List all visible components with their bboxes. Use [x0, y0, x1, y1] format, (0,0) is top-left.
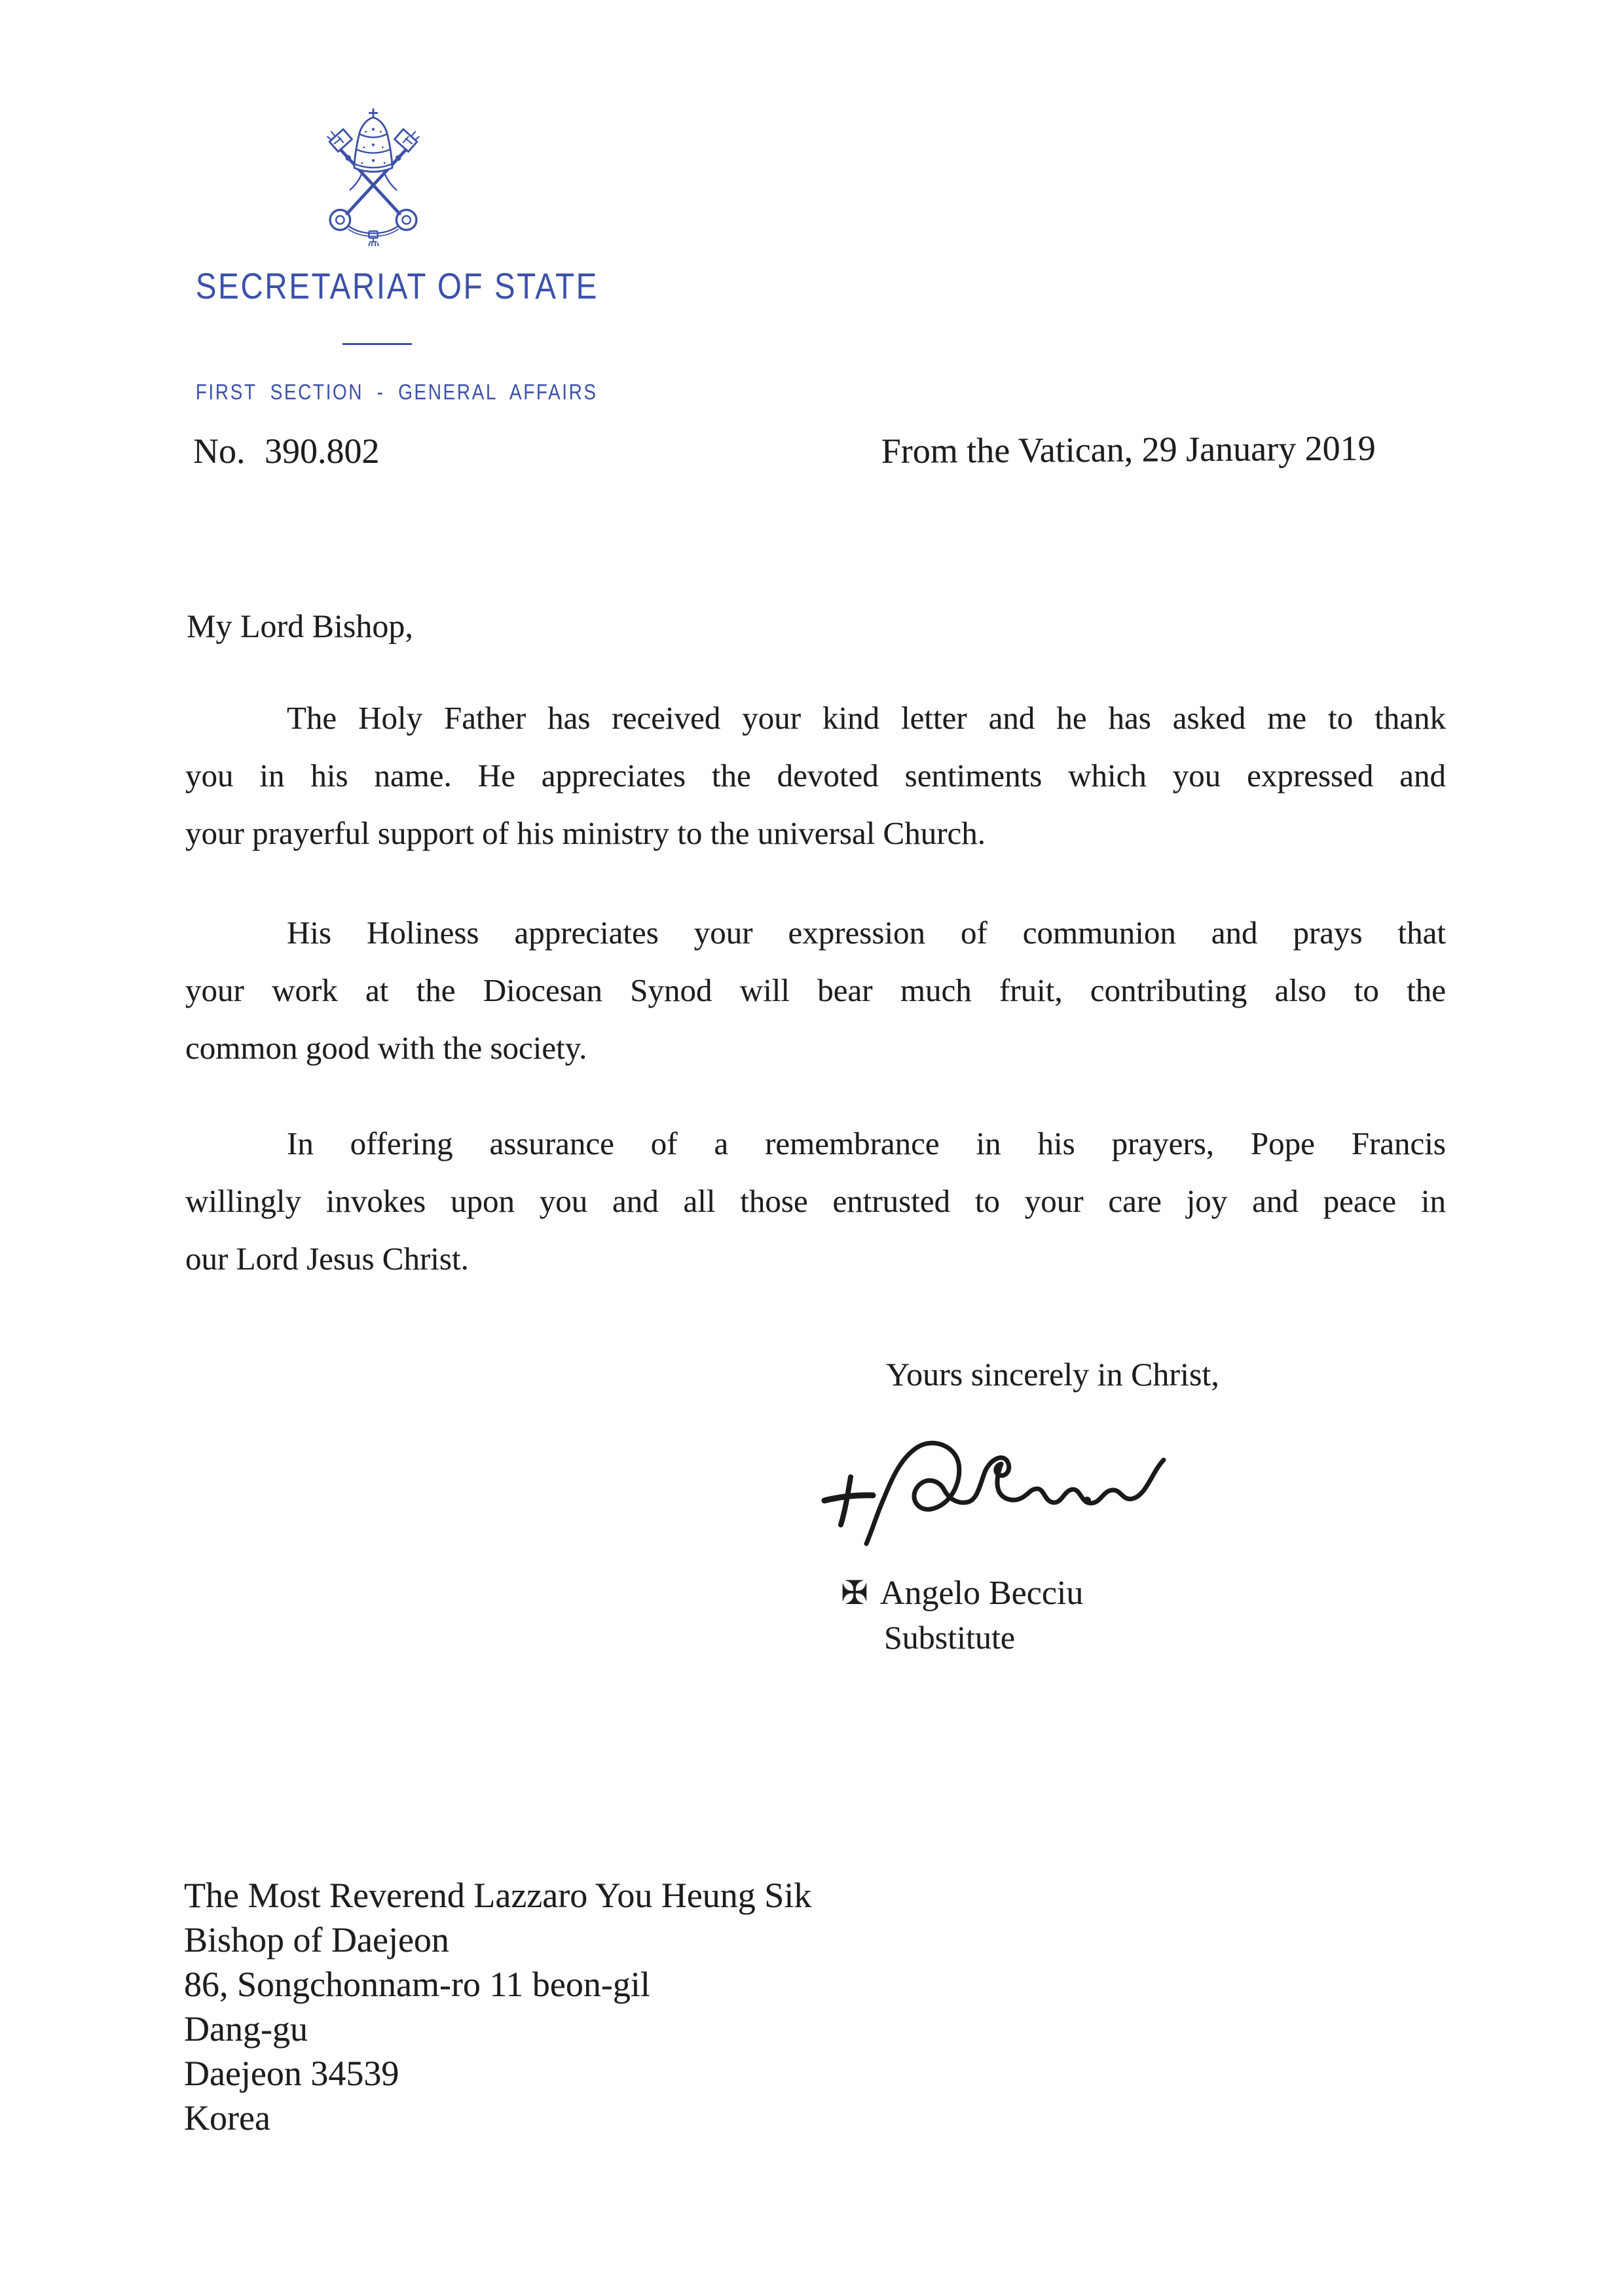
body-line: your work at the Diocesan Synod will bear much fruit, contributing also to the [185, 972, 1446, 1008]
letterhead-subtitle: FIRST SECTION - GENERAL AFFAIRS [195, 380, 598, 404]
signature-icon [814, 1431, 1181, 1559]
signer-title: Substitute [884, 1619, 1016, 1656]
address-line: The Most Reverend Lazzaro You Heung Sik [184, 1876, 812, 1915]
address-line: Korea [184, 2098, 270, 2138]
letterhead-divider-rule [342, 343, 412, 345]
recipient-address [184, 1873, 811, 2140]
protocol-number: No. 390.802 [193, 431, 380, 471]
body-paragraph [185, 689, 1446, 862]
signer-name: Angelo Becciu [879, 1575, 1084, 1612]
address-line: 86, Songchonnam-ro 11 beon-gil [184, 1965, 650, 2004]
episcopal-cross-glyph: ✠ [841, 1575, 868, 1611]
closing-line: Yours sincerely in Christ, [886, 1356, 1219, 1393]
body-paragraph [185, 904, 1446, 1077]
body-line: The Holy Father has received your kind letter and he has asked me to thank [287, 700, 1446, 736]
body-line: In offering assurance of a remembrance in his prayers, Pope Francis [287, 1125, 1446, 1161]
address-line: Daejeon 34539 [184, 2054, 399, 2093]
address-line: Dang-gu [184, 2009, 308, 2049]
vatican-crest-icon [308, 106, 439, 246]
body-line: our Lord Jesus Christ. [185, 1241, 469, 1277]
letterhead-title: SECRETARIAT OF STATE [195, 265, 599, 306]
body-line: common good with the society. [185, 1030, 587, 1066]
dateline: From the Vatican, 29 January 2019 [881, 428, 1376, 471]
address-line: Bishop of Daejeon [184, 1920, 449, 1959]
body-line: willingly invokes upon you and all those entrusted to your care joy and peace in [185, 1183, 1446, 1219]
body-line: you in his name. He appreciates the devoted sentiments which you expressed and [185, 757, 1446, 793]
body-paragraph [185, 1115, 1446, 1288]
body-line: His Holiness appreciates your expression of communion and prays that [287, 915, 1446, 951]
body-line: your prayerful support of his ministry to the universal Church. [185, 815, 986, 851]
salutation: My Lord Bishop, [187, 608, 413, 644]
